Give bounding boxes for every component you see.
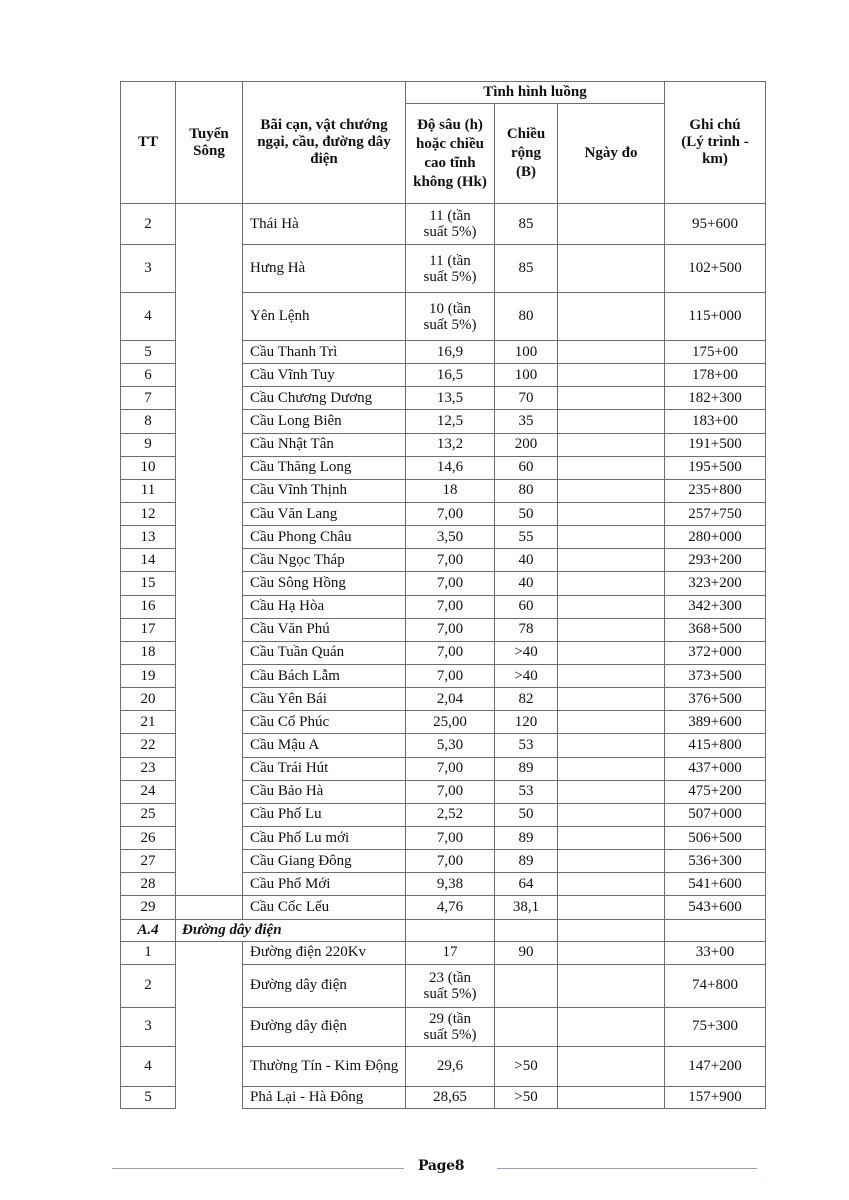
- row-tt: 17: [121, 618, 176, 641]
- row-tt: 23: [121, 757, 176, 780]
- width-value: 100: [495, 364, 558, 387]
- measure-date: [558, 734, 665, 757]
- obstacle-name: Đường dây điện: [243, 1007, 406, 1046]
- obstacle-name: Cầu Trái Hút: [243, 757, 406, 780]
- width-value: 60: [495, 456, 558, 479]
- row-tt: 8: [121, 410, 176, 433]
- row-tt: 20: [121, 688, 176, 711]
- chainage-note: 178+00: [665, 364, 766, 387]
- row-tt: 4: [121, 293, 176, 341]
- obstacle-name: Cầu Vĩnh Tuy: [243, 364, 406, 387]
- width-value: 200: [495, 433, 558, 456]
- chainage-note: 293+200: [665, 549, 766, 572]
- chainage-note: 342+300: [665, 595, 766, 618]
- chainage-note: 376+500: [665, 688, 766, 711]
- chainage-note: 175+00: [665, 341, 766, 364]
- row-tt: 24: [121, 780, 176, 803]
- measure-date: [558, 410, 665, 433]
- river-obstacles-table: [120, 81, 766, 1109]
- measure-date: [558, 780, 665, 803]
- measure-date: [558, 549, 665, 572]
- measure-date: [558, 479, 665, 502]
- measure-date: [558, 204, 665, 245]
- width-value: 55: [495, 526, 558, 549]
- depth-value: 12,5: [406, 410, 495, 433]
- measure-date: [558, 1046, 665, 1086]
- obstacle-name: Cầu Ngọc Tháp: [243, 549, 406, 572]
- depth-value: 7,00: [406, 664, 495, 687]
- width-value: 35: [495, 410, 558, 433]
- chainage-note: 182+300: [665, 387, 766, 410]
- chainage-note: 543+600: [665, 896, 766, 919]
- measure-date: [558, 341, 665, 364]
- section-depth: [406, 919, 495, 941]
- row-tt: 2: [121, 204, 176, 245]
- measure-date: [558, 803, 665, 826]
- depth-value: 7,00: [406, 572, 495, 595]
- width-value: 120: [495, 711, 558, 734]
- depth-value: 23 (tần suất 5%): [406, 964, 495, 1007]
- chainage-note: 235+800: [665, 479, 766, 502]
- depth-value: 2,52: [406, 803, 495, 826]
- measure-date: [558, 456, 665, 479]
- tuyen-song-cell: [176, 896, 243, 919]
- width-value: 64: [495, 873, 558, 896]
- width-value: 38,1: [495, 896, 558, 919]
- measure-date: [558, 688, 665, 711]
- depth-value: 7,00: [406, 850, 495, 873]
- obstacle-name: Đường dây điện: [243, 964, 406, 1007]
- width-value: 89: [495, 826, 558, 849]
- width-value: 53: [495, 780, 558, 803]
- obstacle-name: Cầu Phố Lu: [243, 803, 406, 826]
- header-chieu-rong: Chiều rộng (B): [495, 104, 558, 204]
- obstacle-name: Cầu Giang Đông: [243, 850, 406, 873]
- page-number: Page8: [418, 1158, 465, 1174]
- obstacle-name: Cầu Hạ Hòa: [243, 595, 406, 618]
- depth-value: 5,30: [406, 734, 495, 757]
- measure-date: [558, 526, 665, 549]
- depth-value: 13,5: [406, 387, 495, 410]
- width-value: 40: [495, 572, 558, 595]
- chainage-note: 389+600: [665, 711, 766, 734]
- width-value: 60: [495, 595, 558, 618]
- table-row: [121, 896, 766, 919]
- depth-value: 28,65: [406, 1086, 495, 1108]
- chainage-note: 475+200: [665, 780, 766, 803]
- width-value: 89: [495, 850, 558, 873]
- chainage-note: 280+000: [665, 526, 766, 549]
- measure-date: [558, 433, 665, 456]
- chainage-note: 195+500: [665, 456, 766, 479]
- row-tt: 3: [121, 245, 176, 293]
- measure-date: [558, 387, 665, 410]
- row-tt: 7: [121, 387, 176, 410]
- row-tt: 12: [121, 502, 176, 525]
- chainage-note: 415+800: [665, 734, 766, 757]
- tuyen-song-cell: [176, 941, 243, 1108]
- measure-date: [558, 245, 665, 293]
- chainage-note: 536+300: [665, 850, 766, 873]
- obstacle-name: Cầu Vĩnh Thịnh: [243, 479, 406, 502]
- page-footer: [0, 1158, 849, 1178]
- obstacle-name: Cầu Phong Châu: [243, 526, 406, 549]
- header-tuyen-song: Tuyến Sông: [176, 82, 243, 204]
- depth-value: 7,00: [406, 641, 495, 664]
- obstacle-name: Yên Lệnh: [243, 293, 406, 341]
- width-value: >50: [495, 1046, 558, 1086]
- chainage-note: 74+800: [665, 964, 766, 1007]
- obstacle-name: Cầu Cổ Phúc: [243, 711, 406, 734]
- obstacle-name: Cầu Sông Hồng: [243, 572, 406, 595]
- header-ghi-chu: Ghi chú (Lý trình - km): [665, 82, 766, 204]
- chainage-note: 147+200: [665, 1046, 766, 1086]
- chainage-note: 191+500: [665, 433, 766, 456]
- depth-value: 14,6: [406, 456, 495, 479]
- chainage-note: 95+600: [665, 204, 766, 245]
- depth-value: 16,5: [406, 364, 495, 387]
- measure-date: [558, 293, 665, 341]
- width-value: 50: [495, 502, 558, 525]
- width-value: >40: [495, 641, 558, 664]
- depth-value: 11 (tần suất 5%): [406, 204, 495, 245]
- measure-date: [558, 1086, 665, 1108]
- width-value: 90: [495, 941, 558, 964]
- row-tt: 6: [121, 364, 176, 387]
- depth-value: 7,00: [406, 595, 495, 618]
- measure-date: [558, 572, 665, 595]
- row-tt: 9: [121, 433, 176, 456]
- depth-value: 7,00: [406, 757, 495, 780]
- table-row: [121, 204, 766, 245]
- obstacle-name: Cầu Long Biên: [243, 410, 406, 433]
- width-value: 70: [495, 387, 558, 410]
- width-value: >40: [495, 664, 558, 687]
- measure-date: [558, 618, 665, 641]
- row-tt: 1: [121, 941, 176, 964]
- section-note: [665, 919, 766, 941]
- obstacle-name: Cầu Phố Mới: [243, 873, 406, 896]
- depth-value: 7,00: [406, 502, 495, 525]
- depth-value: 3,50: [406, 526, 495, 549]
- width-value: 50: [495, 803, 558, 826]
- obstacle-name: Cầu Phố Lu mới: [243, 826, 406, 849]
- measure-date: [558, 873, 665, 896]
- chainage-note: 323+200: [665, 572, 766, 595]
- row-tt: 15: [121, 572, 176, 595]
- width-value: 80: [495, 293, 558, 341]
- measure-date: [558, 364, 665, 387]
- chainage-note: 368+500: [665, 618, 766, 641]
- chainage-note: 75+300: [665, 1007, 766, 1046]
- measure-date: [558, 941, 665, 964]
- obstacle-name: Cầu Văn Lang: [243, 502, 406, 525]
- width-value: 89: [495, 757, 558, 780]
- measure-date: [558, 502, 665, 525]
- header-row-1: [121, 82, 766, 104]
- row-tt: 4: [121, 1046, 176, 1086]
- footer-divider-right: [497, 1168, 757, 1169]
- obstacle-name: Thường Tín - Kim Động: [243, 1046, 406, 1086]
- width-value: 53: [495, 734, 558, 757]
- row-tt: 26: [121, 826, 176, 849]
- width-value: 100: [495, 341, 558, 364]
- chainage-note: 506+500: [665, 826, 766, 849]
- chainage-note: 157+900: [665, 1086, 766, 1108]
- obstacle-name: Thái Hà: [243, 204, 406, 245]
- row-tt: 27: [121, 850, 176, 873]
- chainage-note: 373+500: [665, 664, 766, 687]
- obstacle-name: Cầu Thanh Trì: [243, 341, 406, 364]
- depth-value: 16,9: [406, 341, 495, 364]
- depth-value: 29 (tần suất 5%): [406, 1007, 495, 1046]
- section-date: [558, 919, 665, 941]
- row-tt: 11: [121, 479, 176, 502]
- obstacle-name: Cầu Mậu A: [243, 734, 406, 757]
- depth-value: 25,00: [406, 711, 495, 734]
- depth-value: 13,2: [406, 433, 495, 456]
- chainage-note: 437+000: [665, 757, 766, 780]
- obstacle-name: Cầu Văn Phú: [243, 618, 406, 641]
- row-tt: 3: [121, 1007, 176, 1046]
- obstacle-name: Cầu Cốc Lếu: [243, 896, 406, 919]
- width-value: 80: [495, 479, 558, 502]
- chainage-note: 102+500: [665, 245, 766, 293]
- section-title: Đường dây điện: [176, 919, 406, 941]
- row-tt: 21: [121, 711, 176, 734]
- obstacle-name: Phả Lại - Hà Đông: [243, 1086, 406, 1108]
- row-tt: 5: [121, 341, 176, 364]
- footer-divider-left: [112, 1168, 404, 1169]
- row-tt: 2: [121, 964, 176, 1007]
- tuyen-song-cell: [176, 204, 243, 896]
- width-value: 40: [495, 549, 558, 572]
- chainage-note: 507+000: [665, 803, 766, 826]
- chainage-note: 183+00: [665, 410, 766, 433]
- measure-date: [558, 595, 665, 618]
- depth-value: 4,76: [406, 896, 495, 919]
- header-bai-can: Bãi cạn, vật chướng ngại, cầu, đường dây điện: [243, 82, 406, 204]
- measure-date: [558, 711, 665, 734]
- row-tt: 22: [121, 734, 176, 757]
- section-width: [495, 919, 558, 941]
- obstacle-name: Cầu Bảo Hà: [243, 780, 406, 803]
- row-tt: 25: [121, 803, 176, 826]
- obstacle-name: Cầu Tuần Quán: [243, 641, 406, 664]
- depth-value: 7,00: [406, 826, 495, 849]
- header-ngay-do: Ngày đo: [558, 104, 665, 204]
- header-do-sau: Độ sâu (h) hoặc chiều cao tĩnh không (Hk): [406, 104, 495, 204]
- measure-date: [558, 1007, 665, 1046]
- depth-value: 17: [406, 941, 495, 964]
- depth-value: 2,04: [406, 688, 495, 711]
- table-row: [121, 941, 766, 964]
- obstacle-name: Cầu Nhật Tân: [243, 433, 406, 456]
- row-tt: 13: [121, 526, 176, 549]
- obstacle-name: Cầu Chương Dương: [243, 387, 406, 410]
- section-row-a4: [121, 919, 766, 941]
- row-tt: 14: [121, 549, 176, 572]
- measure-date: [558, 757, 665, 780]
- obstacle-name: Hưng Hà: [243, 245, 406, 293]
- chainage-note: 372+000: [665, 641, 766, 664]
- measure-date: [558, 664, 665, 687]
- width-value: 82: [495, 688, 558, 711]
- depth-value: 18: [406, 479, 495, 502]
- row-tt: 19: [121, 664, 176, 687]
- measure-date: [558, 964, 665, 1007]
- obstacle-name: Cầu Thăng Long: [243, 456, 406, 479]
- width-value: [495, 1007, 558, 1046]
- width-value: 85: [495, 245, 558, 293]
- width-value: 78: [495, 618, 558, 641]
- depth-value: 9,38: [406, 873, 495, 896]
- row-tt: 16: [121, 595, 176, 618]
- chainage-note: 33+00: [665, 941, 766, 964]
- measure-date: [558, 826, 665, 849]
- chainage-note: 115+000: [665, 293, 766, 341]
- width-value: [495, 964, 558, 1007]
- measure-date: [558, 850, 665, 873]
- depth-value: 10 (tần suất 5%): [406, 293, 495, 341]
- depth-value: 29,6: [406, 1046, 495, 1086]
- obstacle-name: Cầu Yên Bái: [243, 688, 406, 711]
- header-tt: TT: [121, 82, 176, 204]
- section-id: A.4: [121, 919, 176, 941]
- measure-date: [558, 896, 665, 919]
- header-tinh-hinh-luong: Tình hình luồng: [406, 82, 665, 104]
- width-value: >50: [495, 1086, 558, 1108]
- chainage-note: 257+750: [665, 502, 766, 525]
- chainage-note: 541+600: [665, 873, 766, 896]
- obstacle-name: Cầu Bách Lẫm: [243, 664, 406, 687]
- depth-value: 7,00: [406, 549, 495, 572]
- depth-value: 7,00: [406, 618, 495, 641]
- row-tt: 18: [121, 641, 176, 664]
- depth-value: 11 (tần suất 5%): [406, 245, 495, 293]
- row-tt: 5: [121, 1086, 176, 1108]
- width-value: 85: [495, 204, 558, 245]
- depth-value: 7,00: [406, 780, 495, 803]
- row-tt: 28: [121, 873, 176, 896]
- obstacle-name: Đường điện 220Kv: [243, 941, 406, 964]
- row-tt: 10: [121, 456, 176, 479]
- measure-date: [558, 641, 665, 664]
- row-tt: 29: [121, 896, 176, 919]
